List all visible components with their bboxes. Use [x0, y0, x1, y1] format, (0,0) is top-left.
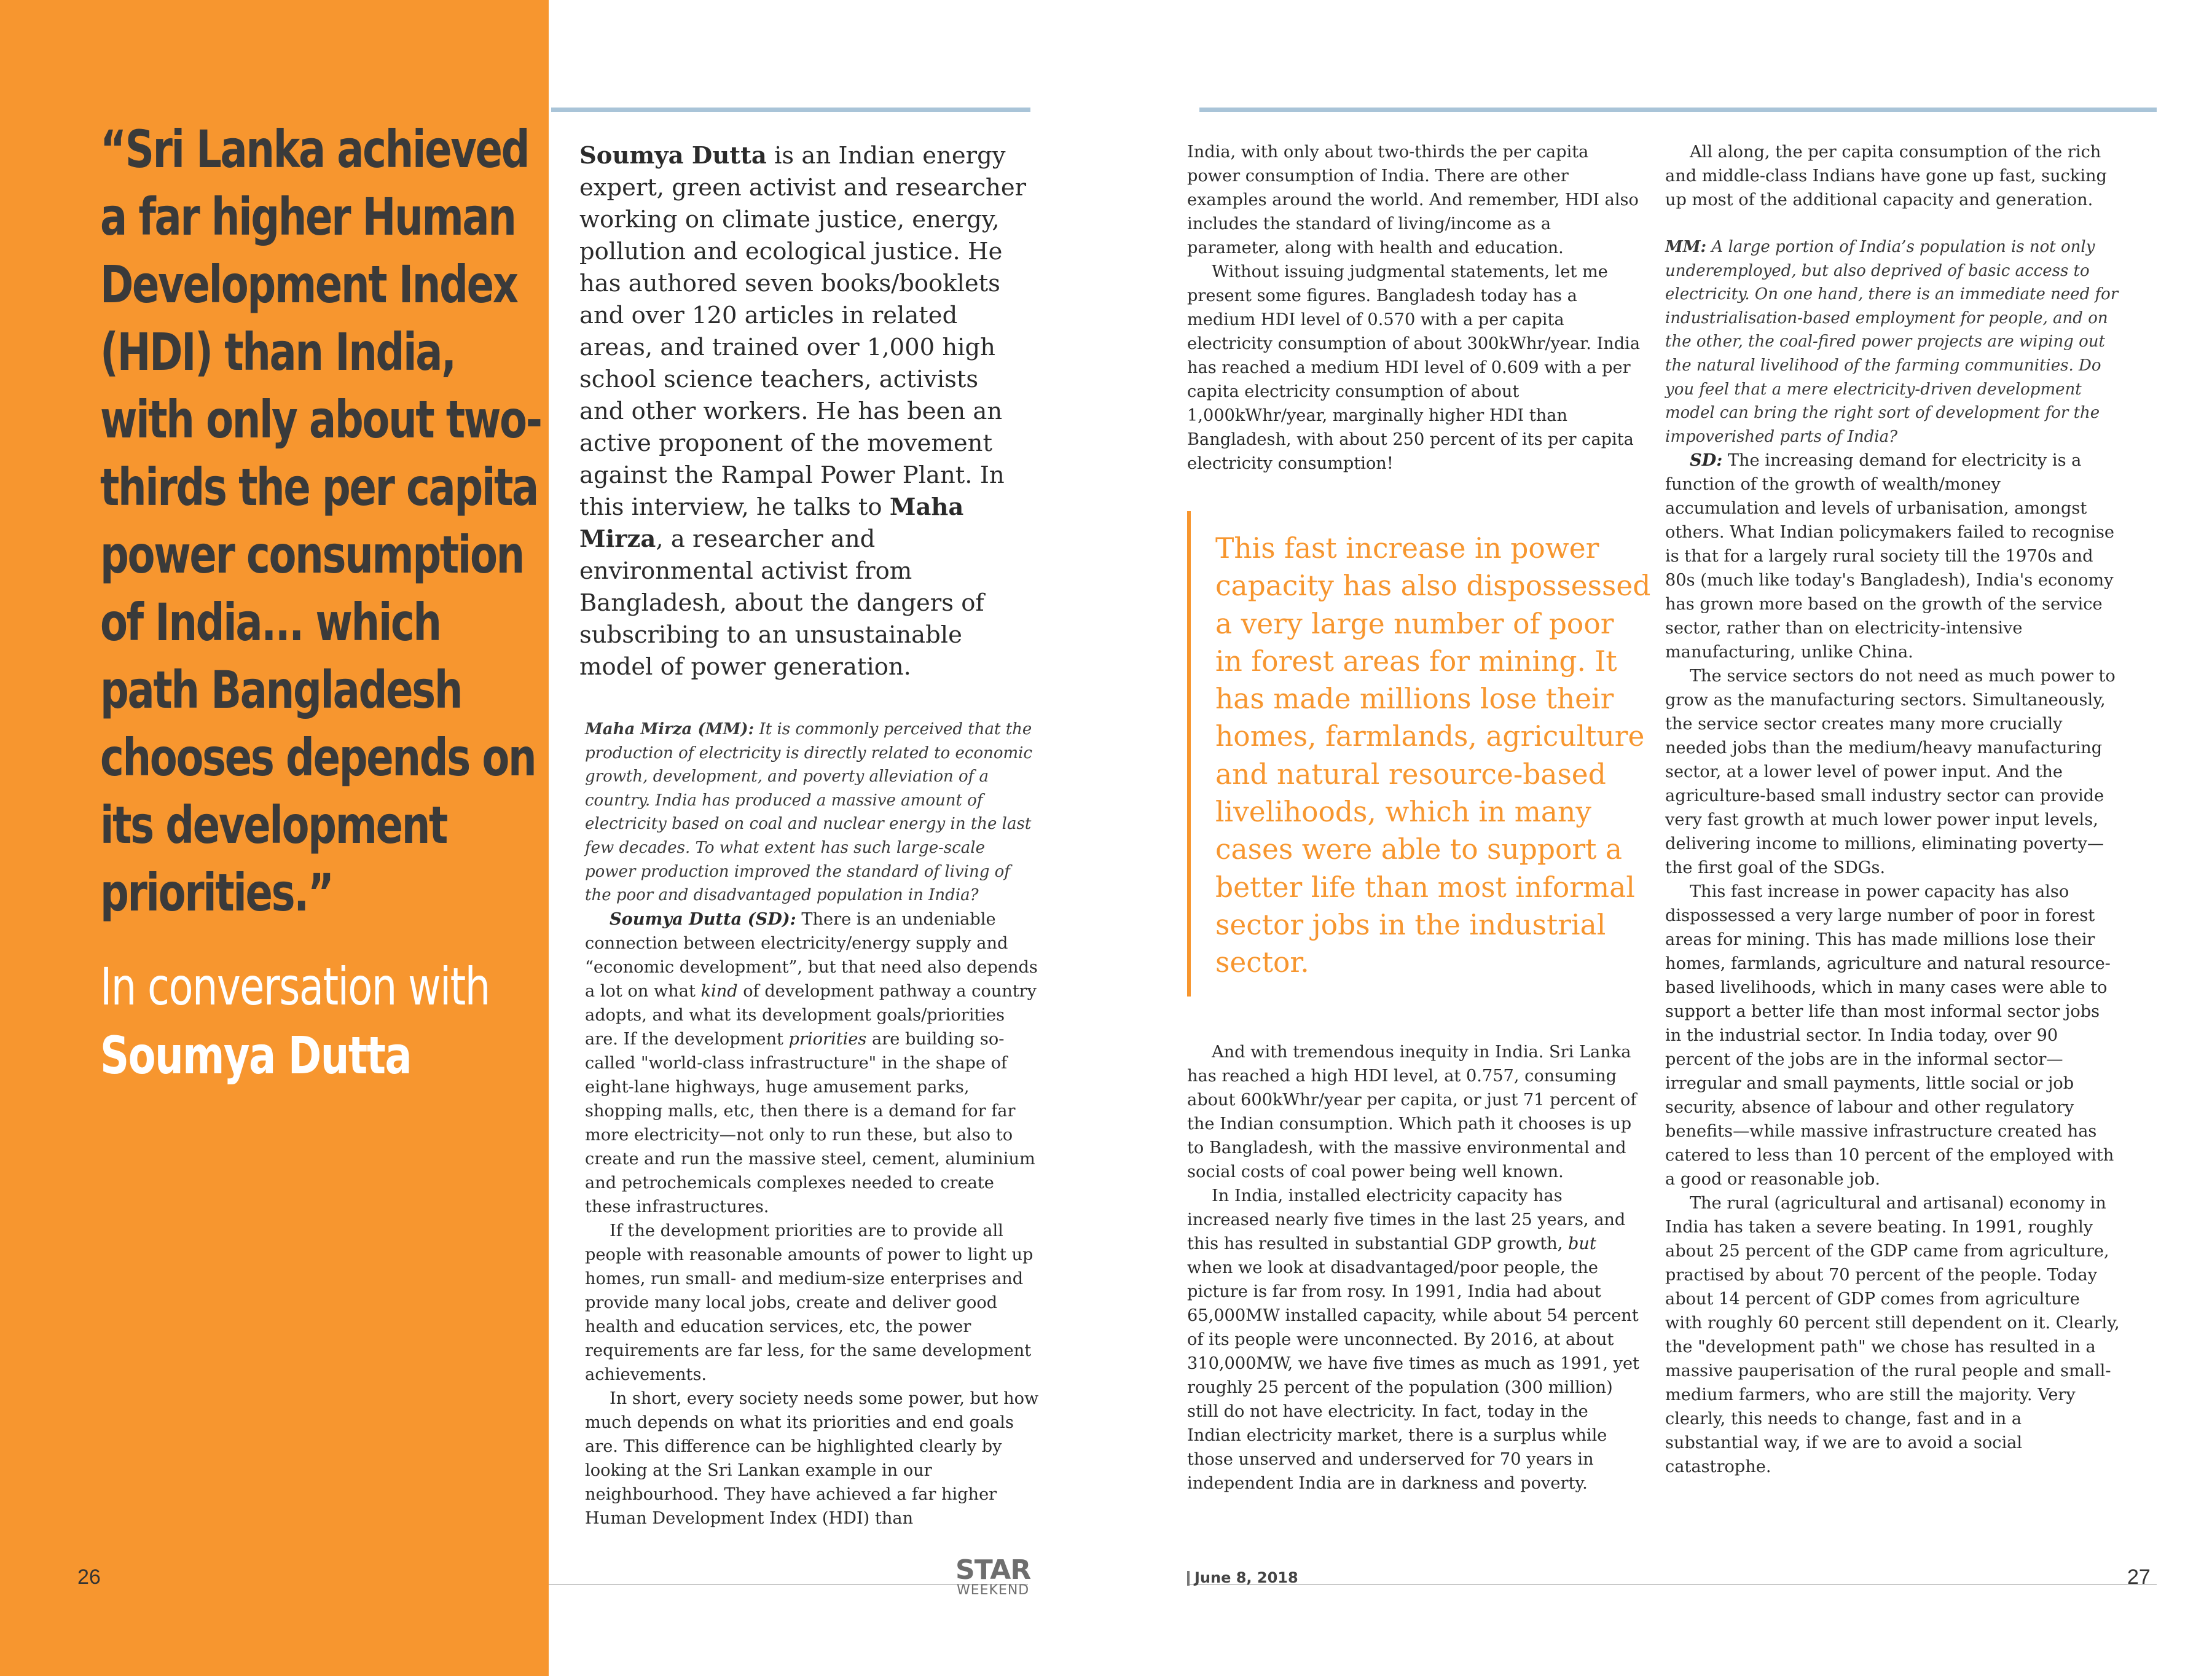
- conversation-credit: [100, 952, 490, 1090]
- pull-quote-line: (HDI) than India,: [100, 322, 455, 382]
- question-text: It is commonly perceived that the production of electricity is directly related to economic growth, development, and poverty alleviation of a country. India has produced a massive amount of electricity based on coal and nuclear energy in the last few decades. To what extent has such large-scale power production improved the standard of living of the poor and disadvantaged population in India?: [585, 720, 1033, 905]
- answer-text: are building so-called "world-class infrastructure" in the shape of eight-lane highways, huge amusement parks, shopping malls, etc, then there is a demand for far more electricity—not only to run these, but also to create and run the massive steel, cement, aluminium and petrochemicals complexes needed to create these infrastructures.: [585, 1029, 1035, 1216]
- conversation-name: Soumya Dutta: [100, 1025, 412, 1086]
- star-weekend-logo: [955, 1554, 1031, 1598]
- pull-quote-line: priorities.”: [100, 863, 333, 923]
- page-number-left: 26: [77, 1565, 101, 1589]
- pull-quote-line: with only about two-: [100, 390, 541, 450]
- callout-line: homes, farmlands, agriculture: [1215, 720, 1645, 753]
- answer-text: The increasing demand for electricity is a function of the growth of wealth/money accumulation and levels of urbanisation, amongst others. What Indian policymakers failed to recognise is that for a largely rural society till the 1970s and 80s (much like today's Bangladesh), India's economy has grown more based on the growth of the service sector, rather than on electricity-intensive manufacturing, unlike China.: [1665, 451, 2115, 662]
- intro-text: , a researcher and environmental activist from Bangladesh, about the dangers of subscribing to an unsustainable model of power generation.: [579, 525, 984, 681]
- issue-date: [1187, 1569, 1298, 1586]
- logo-bottom-text: WEEKEND: [956, 1583, 1030, 1598]
- intro-name: Soumya Dutta: [579, 142, 767, 170]
- paragraph-text: when we look at disadvantaged/poor people, the picture is far from rosy. In 1991, India had about 65,000MW installed capacity, while about 54 percent of its people were unconnected. By 2016, at about 310,000MW, we have five times as much as 1991, yet roughly 25 percent of the population (300 million) still do not have electricity. In fact, today in the Indian electricity market, there is a surplus while those unserved and underserved for 70 years in independent India are in darkness and poverty.: [1187, 1258, 1639, 1493]
- paragraph: In short, every society needs some power, but how much depends on what its priorities and end goals are. This difference can be highlighted clearly by looking at the Sri Lankan example in our neighbourhood. They have achieved a far higher Human Development Index (HDI) than: [585, 1388, 1039, 1528]
- pull-quote-line: path Bangladesh: [100, 660, 462, 720]
- paragraph-emphasis: but: [1568, 1234, 1596, 1253]
- pull-quote-line: a far higher Human: [100, 187, 516, 247]
- top-rule-right: [1199, 108, 2157, 112]
- page-number-right: 27: [2127, 1565, 2151, 1589]
- paragraph: [1187, 1184, 1642, 1495]
- top-rule-left: [551, 108, 1030, 112]
- pull-quote-line: Development Index: [100, 254, 517, 315]
- question-1: [585, 718, 1040, 907]
- issue-date-text: June 8, 2018: [1194, 1569, 1298, 1586]
- answer-text: of development pathway a country adopts, and what its development goals/priorities are. If the development: [585, 981, 1037, 1049]
- callout-text: [1215, 530, 1651, 982]
- answer-emphasis: kind: [700, 981, 738, 1001]
- conversation-label: In conversation with: [100, 957, 490, 1017]
- answer-emphasis: priorities: [788, 1029, 867, 1049]
- pull-quote-line: chooses depends on: [100, 727, 536, 788]
- article-column-1: [585, 718, 1040, 1530]
- question-label: MM:: [1665, 238, 1707, 256]
- paragraph: Without issuing judgmental statements, let me present some figures. Bangladesh today has a medium HDI level of 0.570 with a per capita electricity consumption of about 300kWhr/year. India has reached a medium HDI level of 0.609 with a per capita electricity consumption of about 1,000kWhr/year, marginally higher HDI than Bangladesh, with about 250 percent of its per capita electricity consumption!: [1187, 262, 1641, 473]
- pull-quote-line: of India... which: [100, 592, 441, 652]
- pull-quote-line: “Sri Lanka achieved: [100, 119, 529, 179]
- callout-line: and natural resource-based: [1215, 758, 1606, 791]
- sidebar-panel: [0, 0, 549, 1676]
- question-label: Maha Mirza (MM):: [585, 720, 755, 738]
- pull-quote-line: thirds the per capita: [100, 457, 538, 517]
- answer-label: Soumya Dutta (SD):: [610, 909, 796, 929]
- paragraph: If the development priorities are to provide all people with reasonable amounts of power to light up homes, run small- and medium-size enterprises and provide many local jobs, create and deliver good health and education services, etc, the power requirements are far less, for the same development achievements.: [585, 1221, 1033, 1384]
- callout-line: capacity has also dispossessed: [1215, 570, 1651, 603]
- question-text: A large portion of India’s population is not only underemployed, but also deprived of basic access to electricity. On one hand, there is an immediate need for industrialisation-based employment for people, and on the other, the coal-fired power projects are wiping out the natural livelihood of the farming communities. Do you feel that a mere electricity-driven development model can bring the right sort of development for the impoverished parts of India?: [1665, 238, 2119, 446]
- paragraph-text: In India, installed electricity capacity has increased nearly five times in the last 25 years, and this has resulted in substantial GDP growth,: [1187, 1186, 1626, 1253]
- callout-line: in forest areas for mining. It: [1215, 644, 1617, 678]
- answer-label: SD:: [1690, 450, 1723, 471]
- callout-line: sector jobs in the industrial: [1215, 908, 1606, 941]
- paragraph: And with tremendous inequity in India. Sri Lanka has reached a high HDI level, at 0.757, consuming about 600kWhr/year per capita, or just 71 percent of the Indian consumption. Which path it chooses is up to Bangladesh, with the massive environmental and social costs of coal power being well known.: [1187, 1043, 1637, 1181]
- callout-line: This fast increase in power: [1215, 532, 1599, 565]
- answer-2: [1665, 448, 2120, 664]
- callout-line: livelihoods, which in many: [1215, 796, 1591, 829]
- logo-top-text: STAR: [955, 1554, 1031, 1586]
- article-column-2-bottom: [1187, 1040, 1642, 1495]
- callout-line: has made millions lose their: [1215, 683, 1614, 716]
- paragraph: The rural (agricultural and artisanal) economy in India has taken a severe beating. In 1991, roughly about 25 percent of the GDP came from agriculture, practised by about 70 percent of the people. Today about 14 percent of GDP comes from agriculture with roughly 60 percent still dependent on it. Clearly, the "development path" we chose has resulted in a massive pauperisation of the rural people and small-medium farmers, who are still the majority. Very clearly, this needs to change, fast and in a substantial way, if we are to avoid a social catastrophe.: [1665, 1194, 2120, 1477]
- intro-text: is an Indian energy expert, green activist and researcher working on climate justice, energy, pollution and ecological justice. He has authored seven books/booklets and over 120 articles in related areas, and trained over 1,000 high school science teachers, activists and other workers. He has been an active proponent of the movement against the Rampal Power Plant. In this interview, he talks to: [579, 142, 1027, 521]
- callout-line: sector.: [1215, 946, 1309, 979]
- answer-text: There is an undeniable connection between electricity/energy supply and “economic development”, but that need also depends a lot on what: [585, 909, 1038, 1001]
- question-2: [1665, 235, 2120, 448]
- pull-quote: [100, 116, 541, 926]
- paragraph: India, with only about two-thirds the per capita power consumption of India. There are other examples around the world. And remember, HDI also includes the standard of living/income as a parameter, along with health and education.: [1187, 143, 1639, 257]
- callout-line: a very large number of poor: [1215, 607, 1614, 640]
- paragraph: The service sectors do not need as much power to grow as the manufacturing sectors. Simultaneously, the service sector creates many more crucially needed jobs than the medium/heavy manufacturing sector, at a lower level of power input. And the agriculture-based small industry sector can provide very fast growth at much lower power input levels, delivering income to millions, eliminating poverty—the first goal of the SDGs.: [1665, 667, 2116, 878]
- article-column-2-top: [1187, 140, 1642, 476]
- paragraph: This fast increase in power capacity has also dispossessed a very large number of poor in forest areas for mining. This has made millions lose their homes, farmlands, agriculture and natural resource-based livelihoods, which in many cases were able to support a better life than most informal sector jobs in the industrial sector. In India today, over 90 percent of the jobs are in the informal sector—irregular and small payments, little social or job security, absence of labour and other regulatory benefits—while massive infrastructure created has catered to less than 10 percent of the employed with a good or reasonable job.: [1665, 882, 2114, 1189]
- article-column-3: [1665, 140, 2120, 1479]
- intro-paragraph: [579, 140, 1028, 683]
- intro-interviewer: Maha Mirza: [579, 493, 964, 553]
- paragraph: All along, the per capita consumption of the rich and middle-class Indians have gone up fast, sucking up most of the additional capacity and generation.: [1665, 143, 2107, 210]
- pull-quote-line: power consumption: [100, 525, 524, 585]
- answer-1: [585, 907, 1040, 1219]
- callout-line: cases were able to support a: [1215, 833, 1622, 866]
- footer-rule-right: [1187, 1584, 2157, 1585]
- callout-line: better life than most informal: [1215, 871, 1635, 904]
- pull-quote-line: its development: [100, 795, 447, 855]
- callout-quote: [1187, 511, 1651, 997]
